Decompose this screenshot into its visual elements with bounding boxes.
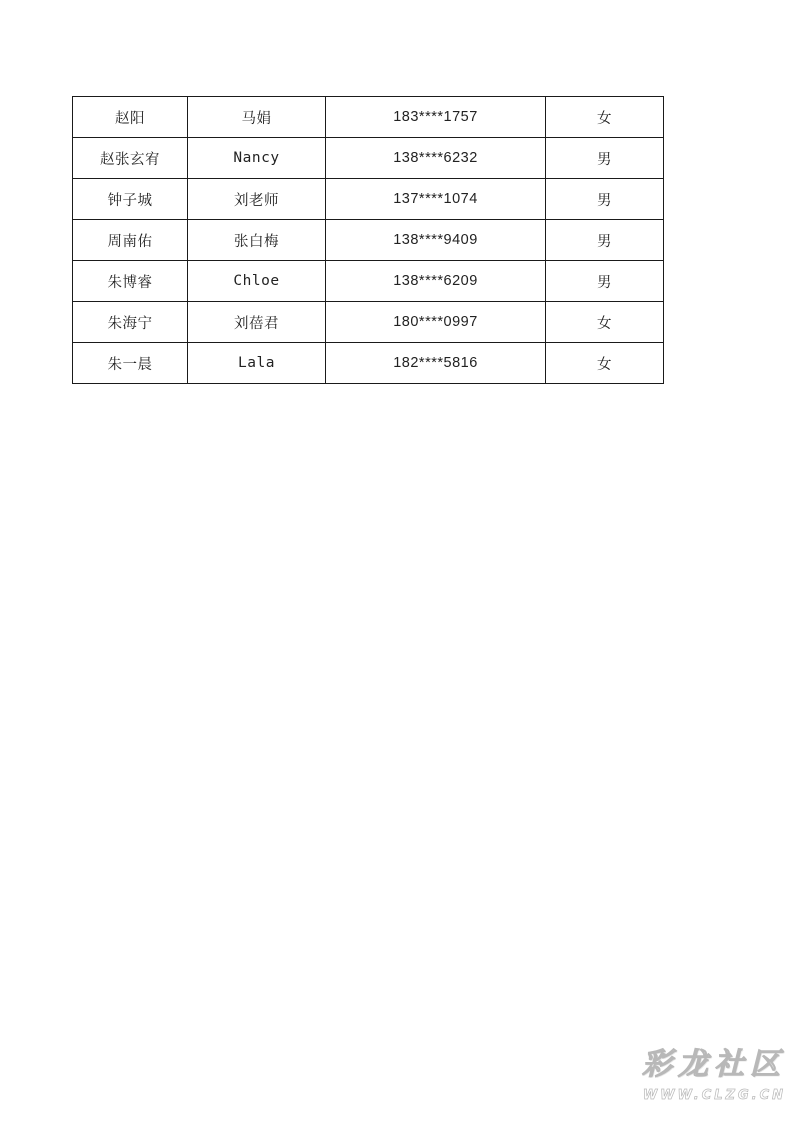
table-row	[73, 179, 664, 220]
nickname-cell: 刘老师	[188, 179, 326, 220]
name-cell: 朱一晨	[73, 343, 188, 384]
phone-cell: 137****1074	[326, 179, 546, 220]
table-row	[73, 220, 664, 261]
table-row	[73, 261, 664, 302]
gender-cell: 男	[546, 138, 664, 179]
gender-cell: 女	[546, 343, 664, 384]
phone-cell: 138****6209	[326, 261, 546, 302]
table-row	[73, 97, 664, 138]
phone-cell: 138****9409	[326, 220, 546, 261]
site-watermark	[626, 1045, 786, 1117]
phone-cell: 180****0997	[326, 302, 546, 343]
watermark-url-text: WWW.CLZG.CN	[642, 1088, 786, 1103]
phone-cell: 183****1757	[326, 97, 546, 138]
nickname-cell: Lala	[188, 343, 326, 384]
table-row	[73, 138, 664, 179]
nickname-cell: Chloe	[188, 261, 326, 302]
nickname-cell: 刘蓓君	[188, 302, 326, 343]
nickname-cell: 张白梅	[188, 220, 326, 261]
name-cell: 赵阳	[73, 97, 188, 138]
nickname-cell: 马娟	[188, 97, 326, 138]
watermark-logo-text: 彩龙社区	[642, 1047, 786, 1082]
name-cell: 朱海宁	[73, 302, 188, 343]
name-cell: 朱博睿	[73, 261, 188, 302]
gender-cell: 男	[546, 261, 664, 302]
name-cell: 赵张玄宥	[73, 138, 188, 179]
name-cell: 周南佑	[73, 220, 188, 261]
gender-cell: 女	[546, 302, 664, 343]
roster-table	[72, 96, 664, 384]
phone-cell: 182****5816	[326, 343, 546, 384]
gender-cell: 女	[546, 97, 664, 138]
table-row	[73, 302, 664, 343]
name-cell: 钟子城	[73, 179, 188, 220]
gender-cell: 男	[546, 220, 664, 261]
table-row	[73, 343, 664, 384]
gender-cell: 男	[546, 179, 664, 220]
phone-cell: 138****6232	[326, 138, 546, 179]
nickname-cell: Nancy	[188, 138, 326, 179]
roster-table-body	[73, 97, 664, 384]
